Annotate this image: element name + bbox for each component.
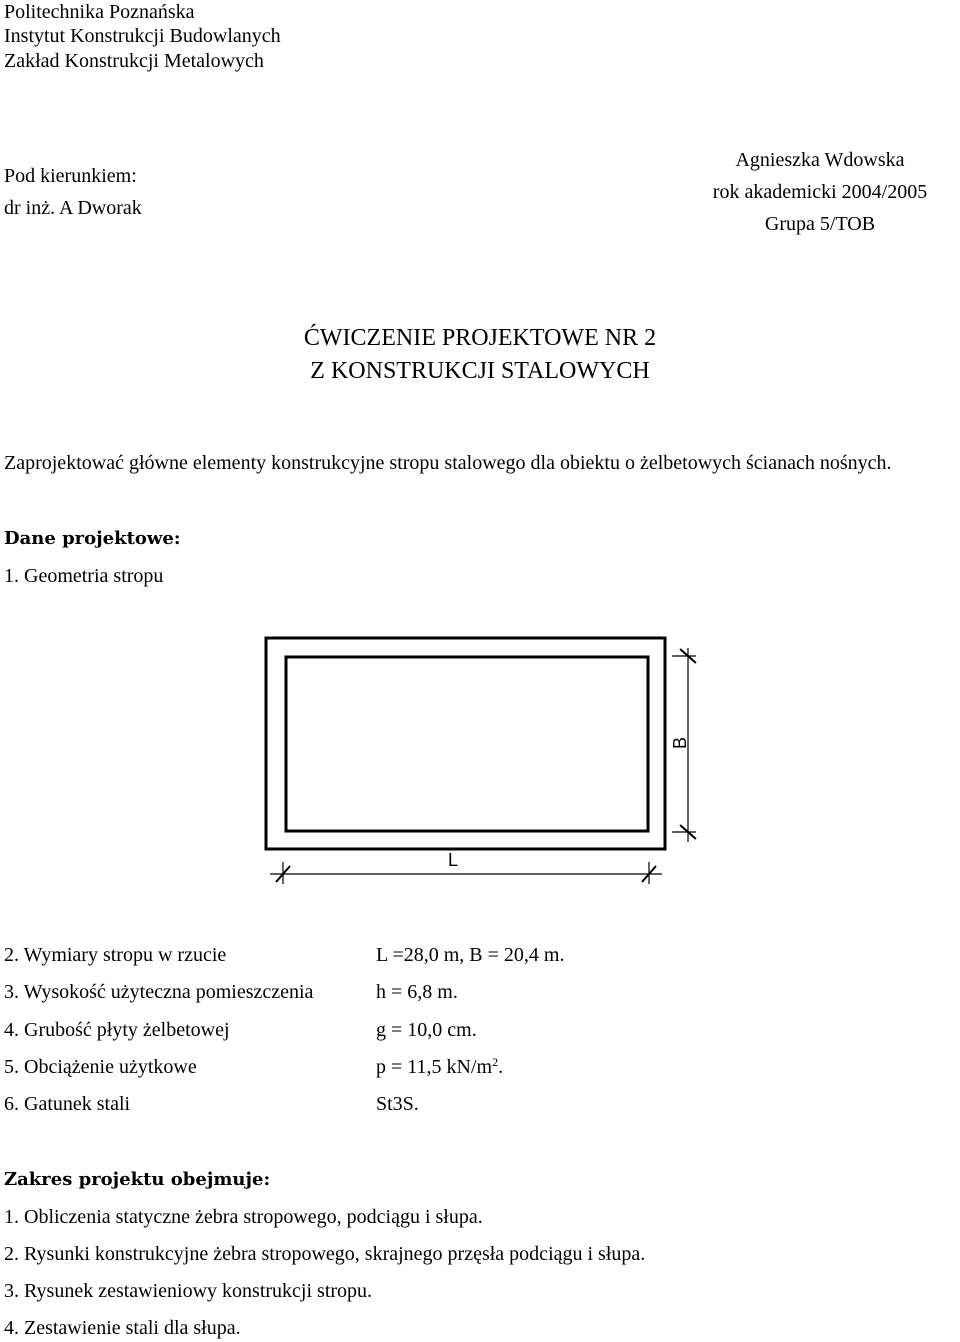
design-item-5-label: 5. Obciążenie użytkowe: [4, 1056, 197, 1078]
inner-wall-outline: [286, 657, 648, 831]
supervisor-name: dr inż. A Dworak: [4, 197, 142, 219]
design-item-5-value-sup: 2: [492, 1055, 499, 1069]
design-item-2-value: L =28,0 m, B = 20,4 m.: [376, 944, 565, 966]
author-name: Agnieszka Wdowska: [735, 149, 905, 171]
supervisor-label: Pod kierunkiem:: [4, 165, 137, 187]
scope-item-3: 3. Rysunek zestawieniowy konstrukcji stropu.: [4, 1280, 373, 1302]
scope-item-4: 4. Zestawienie stali dla słupa.: [4, 1317, 241, 1339]
floor-plan-drawing: [0, 630, 960, 890]
title-line-1: ĆWICZENIE PROJEKTOWE NR 2: [303, 325, 657, 351]
design-item-6-label: 6. Gatunek stali: [4, 1093, 131, 1115]
title-line-2: Z KONSTRUKCJI STALOWYCH: [310, 358, 650, 384]
intro-text: Zaprojektować główne elementy konstrukcyjne stropu stalowego dla obiektu o żelbetowych ścianach nośnych.: [4, 452, 892, 474]
academic-year: rok akademicki 2004/2005: [712, 181, 928, 203]
scope-item-1: 1. Obliczenia statyczne żebra stropowego, podciągu i słupa.: [4, 1206, 483, 1228]
design-item-5-value: [376, 1055, 503, 1079]
design-data-heading: Dane projektowe:: [4, 528, 181, 549]
design-item-4-label: 4. Grubość płyty żelbetowej: [4, 1019, 230, 1041]
design-item-4-value: g = 10,0 cm.: [376, 1019, 477, 1041]
design-item-3-label: 3. Wysokość użyteczna pomieszczenia: [4, 981, 314, 1003]
dimension-label-b: B: [669, 736, 690, 750]
design-item-5-value-main: p = 11,5 kN/m: [376, 1056, 493, 1078]
dimension-label-l: L: [447, 850, 459, 870]
outer-wall-outline: [266, 638, 665, 849]
group: Grupa 5/TOB: [764, 213, 876, 235]
design-item-3-value: h = 6,8 m.: [376, 981, 458, 1003]
design-item-2-label: 2. Wymiary stropu w rzucie: [4, 944, 227, 966]
geometry-item: 1. Geometria stropu: [4, 565, 164, 587]
institution-line-2: Instytut Konstrukcji Budowlanych: [4, 25, 281, 47]
scope-heading: Zakres projektu obejmuje:: [4, 1169, 271, 1190]
scope-item-2: 2. Rysunki konstrukcyjne żebra stropowego, skrajnego przęsła podciągu i słupa.: [4, 1243, 646, 1265]
institution-line-3: Zakład Konstrukcji Metalowych: [4, 50, 264, 72]
design-item-5-value-suffix: .: [498, 1056, 504, 1078]
design-item-6-value: St3S.: [376, 1093, 419, 1115]
institution-line-1: Politechnika Poznańska: [4, 1, 195, 23]
